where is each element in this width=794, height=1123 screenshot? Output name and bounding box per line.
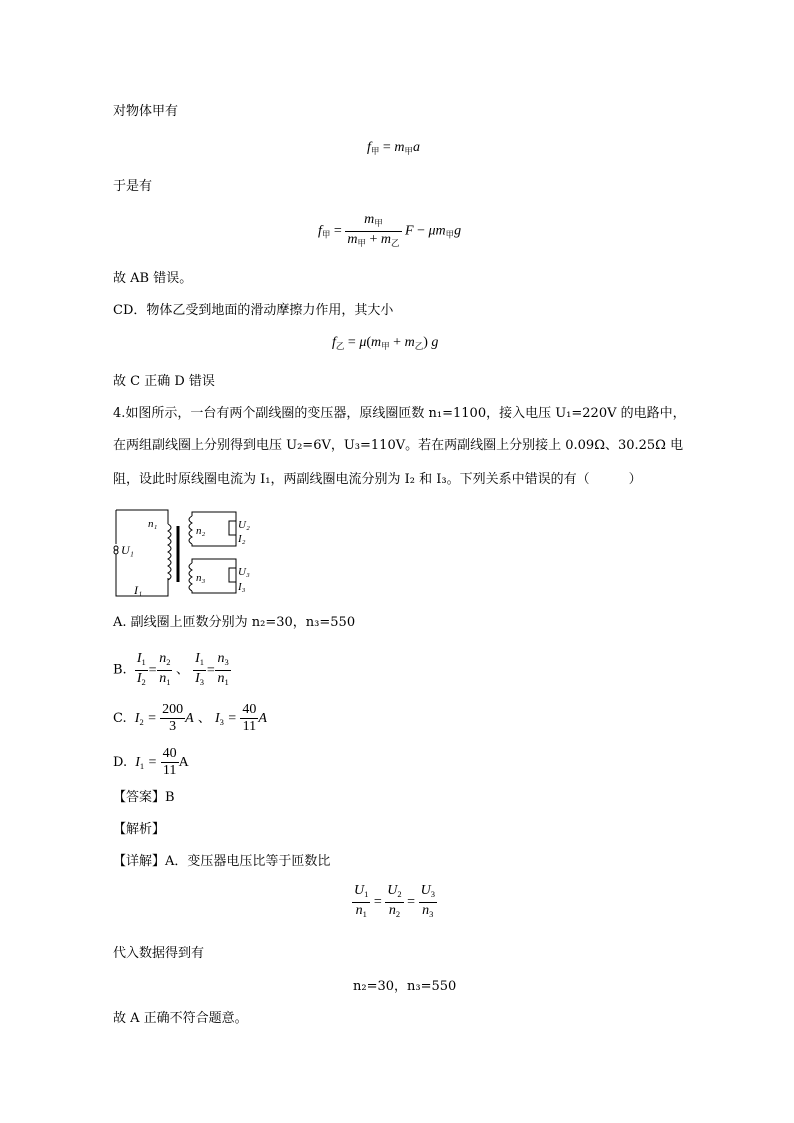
equation-result: n₂=30，n₃=550 xyxy=(353,979,457,994)
text-line: 故 C 正确 D 错误 xyxy=(113,374,215,389)
label-I3: I₃ xyxy=(238,581,246,593)
equation-voltage-ratio: $\frac{U_1}{n_1}$ = $\frac{U_2}{n_2}$ = $\frac{U_3}{n_3}$ xyxy=(354,883,435,919)
equation-f-jia-fraction: $f_甲$ = $\frac{m_甲}{m_甲 + m_乙}$ $F - \mu m_甲g$ xyxy=(318,212,462,248)
option-b: B. $\frac{I_1}{I_2}$ = $\frac{n_2}{n_1}$ 、 $\frac{I_1}{I_3}$ = $\frac{n_3}{n_1}$ xyxy=(113,651,229,687)
label-U2: U₂ xyxy=(238,519,250,531)
option-d: D. $I_1$ = $\frac{40}{11}$ A xyxy=(113,746,189,779)
text-line: 对物体甲有 xyxy=(113,104,179,119)
detail-text: 【详解】A．变压器电压比等于匝数比 xyxy=(113,854,331,869)
option-c: C. $I_2$ = $\frac{200}{3}$ A 、 $I_3$ = $\frac{40}{11}$ A xyxy=(113,702,267,735)
label-U3: U₃ xyxy=(238,566,250,578)
equation-f-jia: $f_甲 = m_甲a$ xyxy=(367,140,420,156)
option-a: A. 副线圈上匝数分别为 n₂=30，n₃=550 xyxy=(113,615,356,630)
answer-label: 【答案】B xyxy=(113,790,175,805)
label-n1: n₁ xyxy=(148,518,158,530)
label-I2: I₂ xyxy=(238,533,246,545)
label-U1: U₁ xyxy=(121,543,134,557)
text-line: 于是有 xyxy=(113,179,153,194)
label-n3: n₃ xyxy=(196,572,206,584)
analysis-label: 【解析】 xyxy=(113,822,166,837)
question-4-text: 阻，设此时原线圈电流为 I₁，两副线圈电流分别为 I₂ 和 I₃。下列关系中错误的有（ ） xyxy=(113,472,642,487)
transformer-circuit-diagram xyxy=(110,506,260,602)
equation-f-yi: $f_乙 = \mu(m_甲 + m_乙)$ g xyxy=(332,335,439,351)
conclusion-text: 故 A 正确不符合题意。 xyxy=(113,1011,248,1026)
label-I1: I₁ xyxy=(134,583,143,597)
text-line: CD．物体乙受到地面的滑动摩擦力作用，其大小 xyxy=(113,303,394,318)
option-b-label: B. xyxy=(113,662,127,678)
option-c-label: C. xyxy=(113,711,127,726)
option-d-label: D. xyxy=(113,755,128,770)
text-line: 故 AB 错误。 xyxy=(113,271,193,286)
text-line: 代入数据得到有 xyxy=(113,946,205,961)
question-4-text: 在两组副线圈上分别得到电压 U₂=6V，U₃=110V。若在两副线圈上分别接上 0.09Ω、30.25Ω 电 xyxy=(113,438,684,453)
label-n2: n₂ xyxy=(196,525,206,537)
question-4-text: 4.如图所示，一台有两个副线圈的变压器，原线圈匝数 n₁=1100，接入电压 U₁=220V 的电路中， xyxy=(113,406,686,421)
